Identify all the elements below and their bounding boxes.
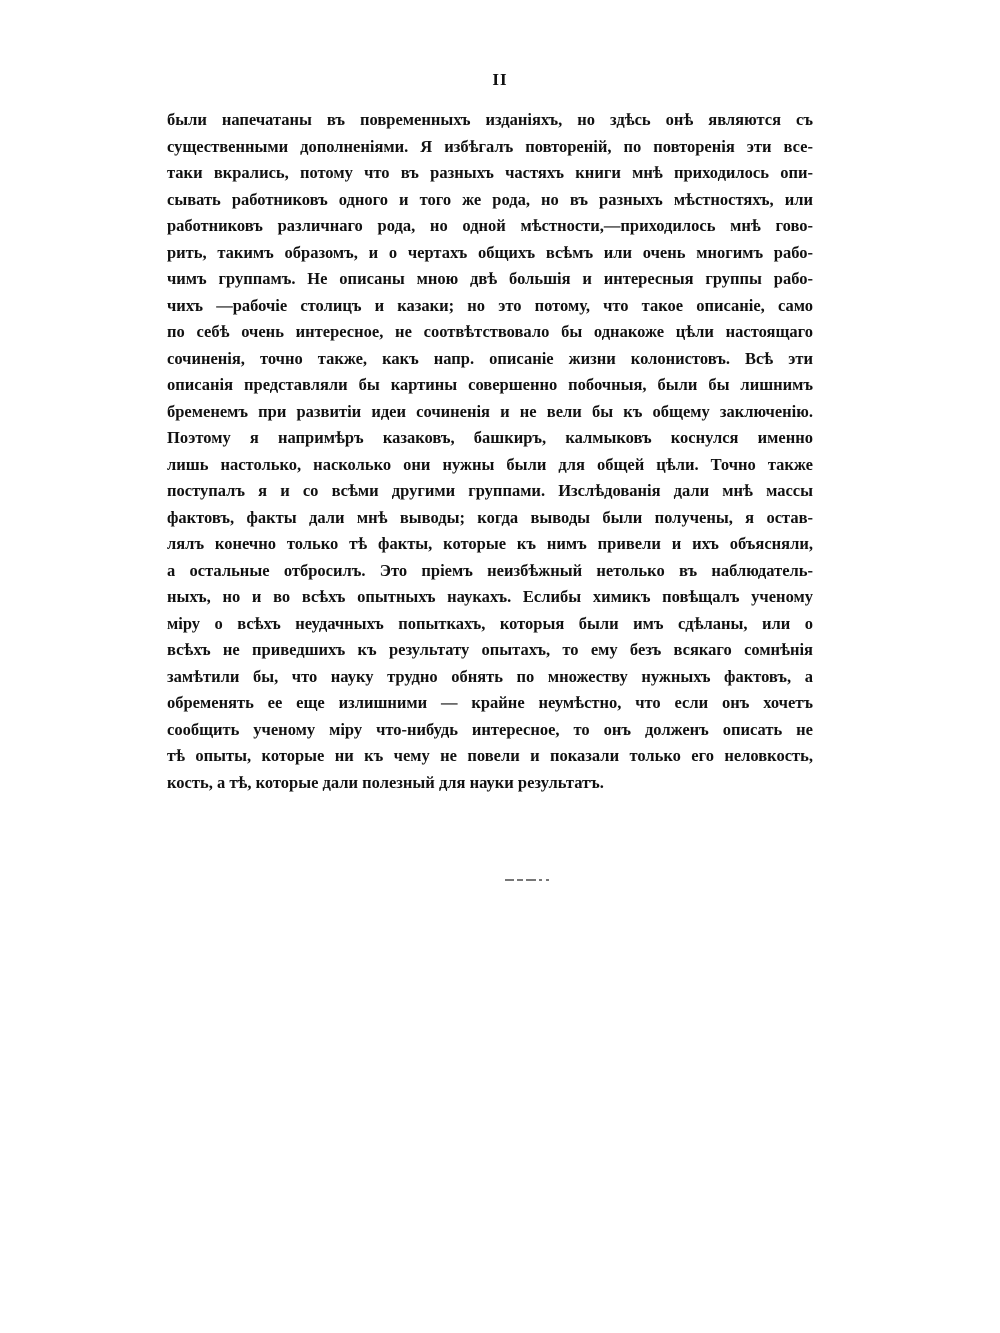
text-line: замѣтили бы, что науку трудно обнять по множеству нужныхъ фактовъ, а bbox=[167, 666, 813, 686]
text-line: кость, а тѣ, которые дали полезный для науки результатъ. bbox=[167, 772, 604, 792]
text-line: описанія представляли бы картины совершенно побочныя, были бы лишнимъ bbox=[167, 375, 813, 394]
divider-dash bbox=[505, 879, 514, 881]
text-line: поступалъ я и со всѣми другими группами. Изслѣдованія дали мнѣ массы bbox=[167, 481, 813, 500]
text-line: чихъ —рабочіе столицъ и казаки; но это потому, что такое описаніе, само bbox=[167, 295, 813, 315]
divider-dash bbox=[517, 879, 523, 881]
text-line: ныхъ, но и во всѣхъ опытныхъ наукахъ. Еслибы химикъ повѣщалъ ученому bbox=[167, 587, 813, 606]
text-line: бременемъ при развитіи идеи сочиненія и не вели бы къ общему заключенію. bbox=[167, 401, 813, 421]
text-line: сочиненія, точно также, какъ напр. описаніе жизни колонистовъ. Всѣ эти bbox=[167, 348, 813, 368]
text-line: сывать работниковъ одного и того же рода, но въ разныхъ мѣстностяхъ, или bbox=[167, 189, 813, 209]
body-text bbox=[167, 107, 813, 796]
divider-dash bbox=[539, 879, 542, 881]
text-line: а остальные отбросилъ. Это пріемъ неизбѣжный нетолько въ наблюдатель- bbox=[167, 560, 813, 580]
text-line: таки вкрались, потому что въ разныхъ частяхъ книги мнѣ приходилось опи- bbox=[167, 163, 813, 182]
text-line: обременять ее еще излишними — крайне неумѣстно, что если онъ хочетъ bbox=[167, 693, 813, 712]
text-line: міру о всѣхъ неудачныхъ попыткахъ, которыя были имъ сдѣланы, или о bbox=[167, 613, 813, 633]
text-line: работниковъ различнаго рода, но одной мѣстности,—приходилось мнѣ гово- bbox=[167, 216, 813, 235]
text-line: фактовъ, факты дали мнѣ выводы; когда выводы были получены, я остав- bbox=[167, 507, 813, 527]
text-line: всѣхъ не приведшихъ къ результату опытахъ, то ему безъ всякаго сомнѣнія bbox=[167, 640, 813, 659]
text-line: тѣ опыты, которые ни къ чему не повели и показали только его неловкость, bbox=[167, 746, 813, 765]
divider-dash bbox=[526, 879, 536, 881]
text-line: были напечатаны въ повременныхъ изданіяхъ, но здѣсь онѣ являются съ bbox=[167, 110, 813, 129]
text-line: рить, такимъ образомъ, и о чертахъ общихъ всѣмъ или очень многимъ рабо- bbox=[167, 242, 813, 262]
text-line: чимъ группамъ. Не описаны мною двѣ большія и интересныя группы рабо- bbox=[167, 269, 813, 288]
text-line: Поэтому я напримѣръ казаковъ, башкиръ, калмыковъ коснулся именно bbox=[167, 428, 813, 447]
text-line: лялъ конечно только тѣ факты, которые къ нимъ привели и ихъ объясняли, bbox=[167, 534, 813, 553]
text-line: существенными дополненіями. Я избѣгалъ повтореній, по повторенія эти все- bbox=[167, 136, 813, 156]
text-line: лишь настолько, насколько они нужны были для общей цѣли. Точно также bbox=[167, 454, 813, 474]
section-divider bbox=[505, 878, 550, 882]
divider-dash bbox=[546, 879, 549, 881]
text-line: по себѣ очень интересное, не соотвѣтствовало бы однакоже цѣли настоящаго bbox=[167, 322, 813, 341]
page-number: II bbox=[492, 70, 508, 89]
text-line: сообщить ученому міру что-нибудь интересное, то онъ долженъ описать не bbox=[167, 719, 813, 739]
